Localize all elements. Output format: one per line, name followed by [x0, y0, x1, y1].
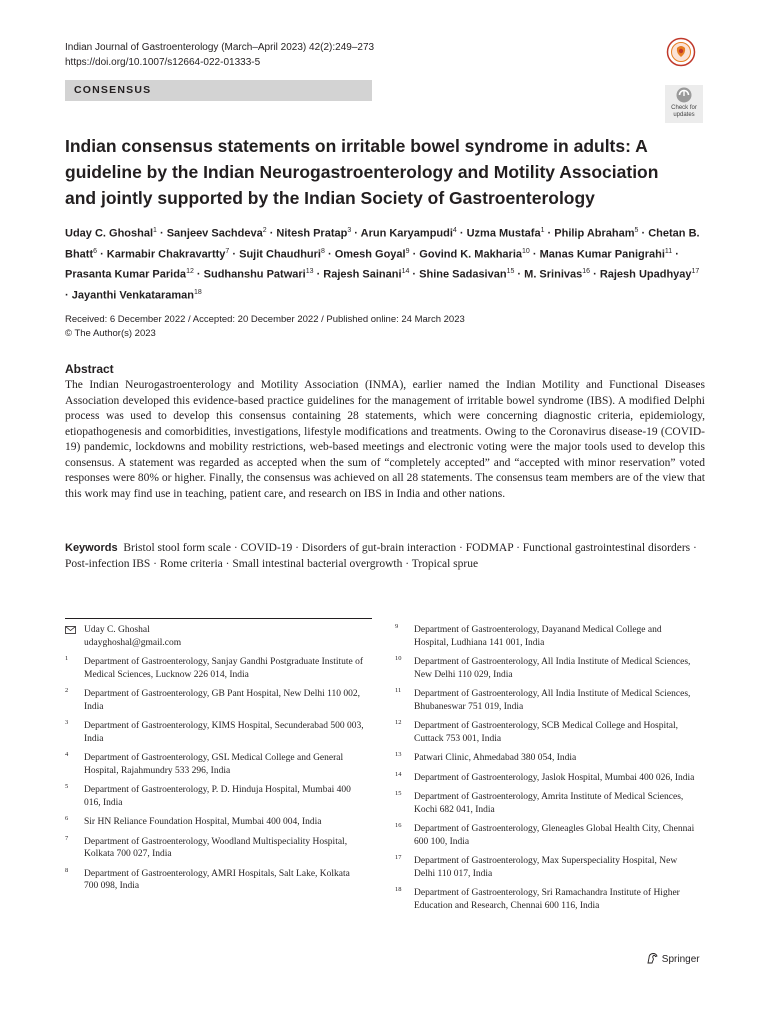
- affiliation-text: Department of Gastroenterology, AMRI Hospitals, Salt Lake, Kolkata 700 098, India: [84, 868, 350, 891]
- affiliation-number: 3: [65, 719, 69, 726]
- author-entry[interactable]: Philip Abraham: [554, 227, 635, 240]
- affiliation-text: Department of Gastroenterology, GSL Medical College and General Hospital, Rajahmundry 533 296, India: [84, 753, 344, 776]
- affiliation-item: [65, 720, 365, 745]
- article-type-label: CONSENSUS: [74, 84, 152, 96]
- received-accepted-published: Received: 6 December 2022 / Accepted: 20 December 2022 / Published online: 24 March 2023: [65, 314, 465, 325]
- author-entry[interactable]: Arun Karyampudi: [360, 227, 453, 240]
- affiliation-number: 7: [65, 834, 69, 842]
- affiliation-number: 14: [395, 770, 402, 778]
- author-entry[interactable]: Manas Kumar Panigrahi: [539, 248, 665, 261]
- affiliation-text: Department of Gastroenterology, SCB Medical College and Hospital, Cuttack 753 001, India: [414, 721, 679, 744]
- author-entry[interactable]: Sudhanshu Patwari: [203, 268, 306, 281]
- author-entry[interactable]: Karmabir Chakravartty: [106, 248, 226, 261]
- envelope-icon: [65, 626, 76, 634]
- copyright-notice: © The Author(s) 2023: [65, 327, 156, 339]
- affiliation-item: [395, 720, 695, 745]
- affiliation-text: Department of Gastroenterology, KIMS Hospital, Secunderabad 500 003, India: [84, 721, 364, 744]
- author-affiliation-number: 6: [93, 247, 98, 255]
- affiliation-number: 17: [395, 854, 402, 861]
- affiliation-text: Department of Gastroenterology, P. D. Hinduja Hospital, Mumbai 400 016, India: [84, 785, 351, 808]
- affiliation-number: 1: [65, 655, 69, 662]
- affiliation-item: [65, 656, 365, 681]
- author-entry[interactable]: Shine Sadasivan: [419, 268, 507, 281]
- author-affiliation-number: 12: [186, 268, 194, 276]
- abstract-heading: Abstract: [65, 362, 114, 376]
- author-affiliation-number: 13: [305, 268, 314, 276]
- author-entry[interactable]: Sujit Chaudhuri: [239, 248, 321, 261]
- author-affiliation-number: 11: [664, 247, 673, 255]
- author-affiliation-number: 3: [347, 227, 352, 234]
- affiliation-item: [395, 855, 695, 880]
- affiliation-text: Department of Gastroenterology, Dayanand Medical College and Hospital, Ludhiana 141 001, India: [414, 625, 662, 648]
- affiliation-item: [65, 784, 365, 809]
- author-affiliation-number: 9: [405, 247, 410, 255]
- author-affiliation-number: 1: [153, 227, 157, 234]
- affiliation-item: [395, 752, 695, 765]
- affiliation-text: Department of Gastroenterology, Amrita Institute of Medical Sciences, Kochi 682 041, India: [414, 792, 684, 815]
- footnote-divider: [65, 618, 372, 619]
- affiliation-item: [395, 791, 695, 816]
- affiliation-list-right: [395, 624, 695, 912]
- article-type-bar: [65, 80, 372, 101]
- keywords-section: [65, 540, 705, 572]
- author-affiliation-number: 17: [691, 268, 700, 276]
- affiliation-number: 10: [395, 655, 402, 662]
- author-entry[interactable]: Nitesh Pratap: [276, 227, 348, 240]
- author-affiliation-number: 8: [321, 247, 325, 255]
- affiliation-item: [65, 836, 365, 861]
- check-for-updates-button[interactable]: [665, 85, 703, 123]
- author-entry[interactable]: Rajesh Sainani: [323, 268, 402, 281]
- affiliation-item: [395, 823, 695, 848]
- affiliation-text: Department of Gastroenterology, All India Institute of Medical Sciences, New Delhi 110 029, India: [414, 657, 691, 680]
- author-entry[interactable]: Sanjeev Sachdeva: [166, 227, 263, 240]
- affiliation-number: 5: [65, 783, 69, 790]
- affiliations-left-column: [65, 624, 365, 900]
- author-entry[interactable]: Uzma Mustafa: [466, 227, 541, 240]
- affiliation-item: [395, 772, 695, 785]
- corresponding-author-email[interactable]: udayghoshal@gmail.com: [84, 637, 182, 648]
- author-affiliation-number: 15: [506, 268, 515, 276]
- affiliation-item: [65, 688, 365, 713]
- affiliation-text: Department of Gastroenterology, Sanjay Gandhi Postgraduate Institute of Medical Sciences, Lucknow 226 014, India: [84, 657, 364, 680]
- affiliation-number: 15: [395, 790, 402, 797]
- affiliation-item: [65, 752, 365, 777]
- affiliation-number: 4: [65, 751, 69, 758]
- affiliation-text: Department of Gastroenterology, Jaslok Hospital, Mumbai 400 026, India: [414, 772, 695, 783]
- affiliation-number: 2: [65, 687, 69, 694]
- keywords-text: Bristol stool form scale · COVID-19 · Disorders of gut-brain interaction · FODMAP · Functional gastrointestinal disorders · Post-infection IBS · Rome criteria · Small intestinal bacterial overgrowth · Tropical sprue: [65, 542, 697, 570]
- indian-society-gastroenterology-logo-icon: [666, 37, 696, 67]
- author-entry[interactable]: Uday C. Ghoshal: [65, 227, 154, 240]
- affiliation-item: [65, 816, 365, 829]
- publisher-footer: [646, 952, 700, 965]
- affiliation-text: Department of Gastroenterology, Max Superspeciality Hospital, New Delhi 110 017, India: [414, 856, 678, 879]
- check-updates-label: Check for updates: [671, 105, 697, 118]
- author-affiliation-number: 16: [582, 268, 591, 276]
- affiliation-text: Department of Gastroenterology, All India Institute of Medical Sciences, Bhubaneswar 751 019, India: [414, 689, 691, 712]
- author-affiliation-number: 14: [401, 268, 410, 276]
- affiliation-text: Sir HN Reliance Foundation Hospital, Mumbai 400 004, India: [84, 817, 322, 827]
- affiliation-number: 12: [395, 719, 402, 726]
- affiliation-item: [65, 868, 365, 893]
- affiliation-item: [395, 887, 695, 912]
- author-affiliation-number: 1: [540, 227, 545, 234]
- author-entry[interactable]: Omesh Goyal: [334, 248, 406, 261]
- affiliation-text: Department of Gastroenterology, Woodland Multispeciality Hospital, Kolkata 700 027, India: [84, 836, 348, 859]
- affiliation-list-left: [65, 656, 365, 893]
- doi-link[interactable]: https://doi.org/10.1007/s12664-022-01333-5: [65, 57, 261, 68]
- correspondence-block: [65, 624, 365, 649]
- author-affiliation-number: 18: [194, 288, 202, 296]
- affiliation-number: 13: [395, 751, 402, 758]
- author-affiliation-number: 2: [262, 227, 267, 234]
- check-updates-icon: [665, 85, 703, 105]
- affiliation-item: [395, 688, 695, 713]
- affiliation-number: 8: [65, 866, 69, 874]
- affiliation-number: 18: [395, 886, 402, 893]
- author-entry[interactable]: Prasanta Kumar Parida: [65, 268, 187, 281]
- journal-header: [65, 40, 374, 70]
- author-entry[interactable]: M. Srinivas: [524, 268, 583, 281]
- author-affiliation-number: 7: [225, 247, 230, 255]
- author-affiliation-number: 5: [634, 227, 639, 234]
- affiliation-item: [395, 656, 695, 681]
- author-entry[interactable]: Rajesh Upadhyay: [599, 268, 692, 281]
- affiliation-item: [395, 624, 695, 649]
- affiliation-text: Department of Gastroenterology, GB Pant Hospital, New Delhi 110 002, India: [84, 689, 361, 712]
- publication-dates: [65, 313, 465, 340]
- article-title: Indian consensus statements on irritable bowel syndrome in adults: A guideline by the Indian Neurogastroenterology and Motility Association and jointly supported by the Indian Society of Gastroenterology: [65, 136, 659, 208]
- affiliation-text: Department of Gastroenterology, Sri Ramachandra Institute of Higher Education and Research, Chennai 600 116, India: [414, 888, 680, 911]
- author-list: Uday C. Ghoshal$^1$ · Sanjeev Sachdeva$^2$ · Nitesh Pratap$^3$ · Arun Karyampudi$^4$ · Uzma Mustafa$^1$ · Philip Abraham$^5$ · Chetan B. Bhatt$^6$ · Karmabir Chakravartty$^7$ · Sujit Chaudhuri$^8$ · Omesh Goyal$^9$ · Govind K. Makharia$^{10}$ · Manas Kumar Panigrahi$^{11}$ · Prasanta Kumar Parida$^{12}$ · Sudhanshu Patwari$^{13}$ · Rajesh Sainani$^{14}$ · Shine Sadasivan$^{15}$ · M. Srinivas$^{16}$ · Rajesh Upadhyay$^{17}$ · Jayanthi Venkataraman$^{18}$: [65, 227, 700, 302]
- publisher-name: Springer: [661, 954, 700, 965]
- affiliation-text: Department of Gastroenterology, Gleneagles Global Health City, Chennai 600 100, India: [414, 824, 695, 847]
- affiliations-right-column: [395, 624, 695, 919]
- affiliation-number: 6: [65, 815, 69, 822]
- author-entry[interactable]: Chetan B. Bhatt: [65, 227, 700, 261]
- author-entry[interactable]: Jayanthi Venkataraman: [71, 289, 195, 302]
- corresponding-author-name: Uday C. Ghoshal: [84, 625, 150, 635]
- journal-citation: Indian Journal of Gastroenterology (March–April 2023) 42(2):249–273: [65, 42, 375, 53]
- springer-horse-icon: [646, 952, 659, 964]
- affiliation-number: 16: [395, 822, 402, 829]
- affiliation-number: 9: [395, 623, 399, 630]
- author-entry[interactable]: Govind K. Makharia: [419, 248, 522, 261]
- abstract-text: The Indian Neurogastroenterology and Motility Association (INMA), earlier named the Indian Motility and Functional Diseases Association developed this evidence-based practice guidelines for the management of irritable bowel syndrome (IBS). A modified Delphi process was used to develop this consensus containing 28 statements, which were concerning diagnostic criteria, epidemiology, etiopathogenesis and comorbidities, investigations, lifestyle modifications and treatments. Owing to the Coronavirus disease-19 (COVID-19) pandemic, lockdowns and mobility restrictions, web-based meetings and electronic voting were the major tools used to develop this consensus. A statement was regarded as accepted when the sum of “completely accepted” and “accepted with minor reservation” voted responses were 80% or higher. Finally, the consensus was achieved on all 28 statements. The consensus team members are of the view that this work may find use in teaching, patient care, and research on IBS in India and other nations.: [65, 379, 705, 500]
- affiliation-text: Patwari Clinic, Ahmedabad 380 054, India: [414, 753, 577, 763]
- author-affiliation-number: 10: [522, 247, 530, 255]
- keywords-label: Keywords: [65, 542, 118, 554]
- author-affiliation-number: 4: [452, 227, 457, 234]
- affiliation-number: 11: [395, 687, 402, 694]
